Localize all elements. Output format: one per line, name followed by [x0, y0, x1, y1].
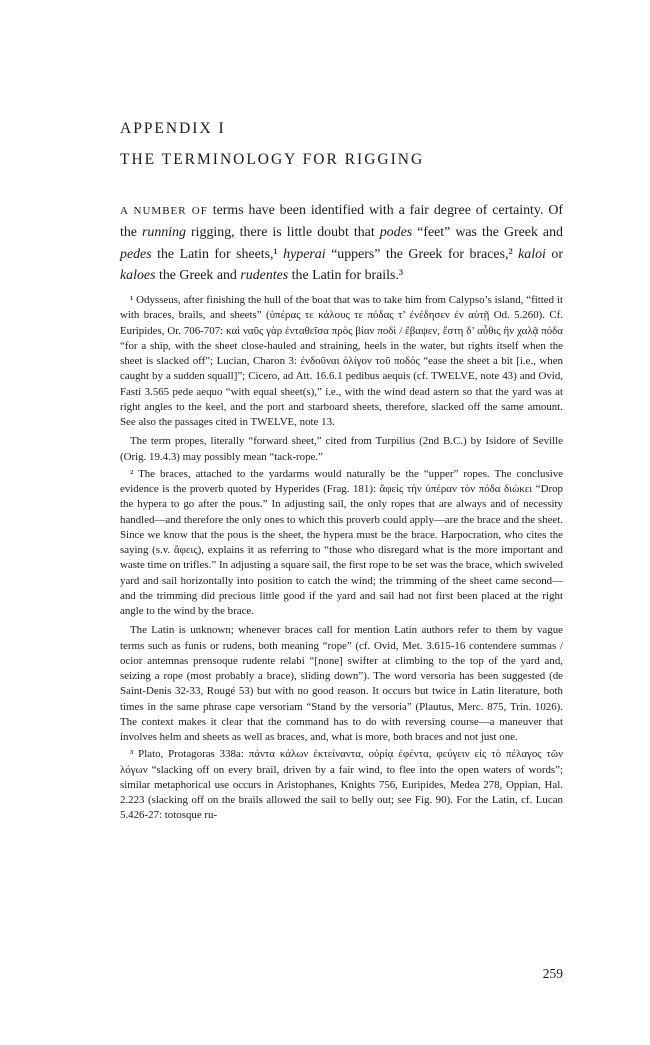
body-italic: pedes	[120, 246, 152, 262]
body-text: “uppers” the Greek for braces,²	[325, 246, 519, 262]
body-italic: kaloes	[120, 267, 156, 283]
body-italic: rudentes	[240, 267, 289, 283]
body-text: the Greek and	[155, 267, 241, 283]
body-italic: running	[142, 225, 186, 241]
footnote-2-continuation: The Latin is unknown; whenever braces call for mention Latin authors refer to them by vague terms such as funis or rudens, both meaning “rope” (cf. Ovid, Met. 3.615-16 contendere summas / ocior antemnas prensoque rudente relabi “[none] swifter at climbing to the top of the yard and, seizing a rope (most probably a brace), sliding down”). The word versoria has been suggested (de Saint-Denis 32-33, Rougé 53) but with no good reason. It occurs but twice in Latin literature, both times in the same phrase cape versoriam “Stand by the versoria” (Plautus, Merc. 875, Trin. 1026). The context makes it clear that the command has to do with reversing course—a maneuver that involves helm and sheets as well as braces, and, what is more, both braces and not just one.	[120, 624, 563, 743]
body-italic: podes	[379, 225, 413, 241]
page-number: 259	[542, 966, 563, 981]
body-text: “feet” was the Greek and	[412, 225, 563, 241]
body-paragraph	[120, 200, 563, 286]
body-italic: hyperai	[283, 246, 326, 262]
body-text: rigging, there is little doubt that	[186, 225, 380, 241]
body-italic: kaloi	[518, 246, 546, 262]
body-text: or	[545, 246, 563, 262]
footnote-1: ¹ Odysseus, after finishing the hull of the boat that was to take him from Calypso’s island, “fitted it with braces, brails, and sheets” (ὑπέρας τε κάλους τε πόδας τ’ ἐνέδησεν ἐν αὐτῇ Od. 5.260). Cf. Euripides, Or. 706-707: καὶ ναῦς γὰρ ἐνταθεῖσα πρὸς βίαν ποδὶ / ἔβαψεν, ἔστη δ’ αὖθις ἢν χαλᾷ πόδα “for a ship, with the sheet close-hauled and straining, heels in the water, but rights itself when the sheet is slacked off”; Lucian, Charon 3: ἐνδοῦναι ὀλίγον τοῦ ποδός “ease the sheet a bit [i.e., when caught by a sudden squall]”; Cicero, ad Att. 16.6.1 pedibus aequis (cf. TWELVE, note 43) and Ovid, Fasti 3.565 pede aequo “with equal sheet(s),” i.e., with the wind dead astern so that the yard was at right angles to the keel, and the port and starboard sheets, therefore, slacked off the same amount. See also the passages cited in TWELVE, note 13.	[120, 294, 563, 428]
section-title: THE TERMINOLOGY FOR RIGGING	[120, 151, 425, 168]
body-text: the Latin for brails.³	[288, 267, 404, 283]
body-text: the Latin for sheets,¹	[151, 246, 284, 262]
footnotes	[120, 293, 563, 824]
footnote-1-continuation: The term propes, literally “forward sheet,” cited from Turpilius (2nd B.C.) by Isidore of Seville (Orig. 19.4.3) may possibly mean “tack-rope.”	[120, 435, 563, 463]
footnote-3: ³ Plato, Protagoras 338a: πάντα κάλων ἐκτείναντα, οὐρίᾳ ἐφέντα, φεύγειν εἰς τὸ πέλαγος τῶν λόγων “slacking off on every brail, driven by a fair wind, to flee into the open waters of words”; similar metaphorical use occurs in Aristophanes, Knights 756, Euripides, Medea 278, Oppian, Hal. 2.223 (slacking off on the brails allowed the sail to belly out; see Fig. 90). For the Latin, cf. Lucan 5.426-27: totosque ru-	[120, 748, 563, 822]
lead-small-caps: A NUMBER OF	[120, 205, 208, 217]
body-text: terms have been identified with a fair degree of certainty. Of the	[120, 203, 563, 241]
appendix-title: APPENDIX I	[120, 120, 226, 137]
footnote-2: ² The braces, attached to the yardarms would naturally be the “upper” ropes. The conclusive evidence is the proverb quoted by Hyperides (Frag. 181): ἄφεὶς τὴν ὑπέραν τὸν πόδα διώκει “Drop the hypera to go after the pous.” In adjusting sail, the only ropes that are always and of necessity handled—and therefore the only ones to which this proverb could apply—are the brace and the sheet. Since we know that the pous is the sheet, the hypera must be the brace. Harpocration, who cites the saying (s.v. ἄφεις), explains it as referring to “those who disregard what is the more important and waste time on trifles.” In adjusting a square sail, the first rope to be set was the brace, which swiveled yard and sail horizontally into position to catch the wind; the trimming of the sheet came second—and the trimming did precious little good if the yard and sail had not first been placed at the right angle to the wind by the brace.	[120, 467, 563, 617]
